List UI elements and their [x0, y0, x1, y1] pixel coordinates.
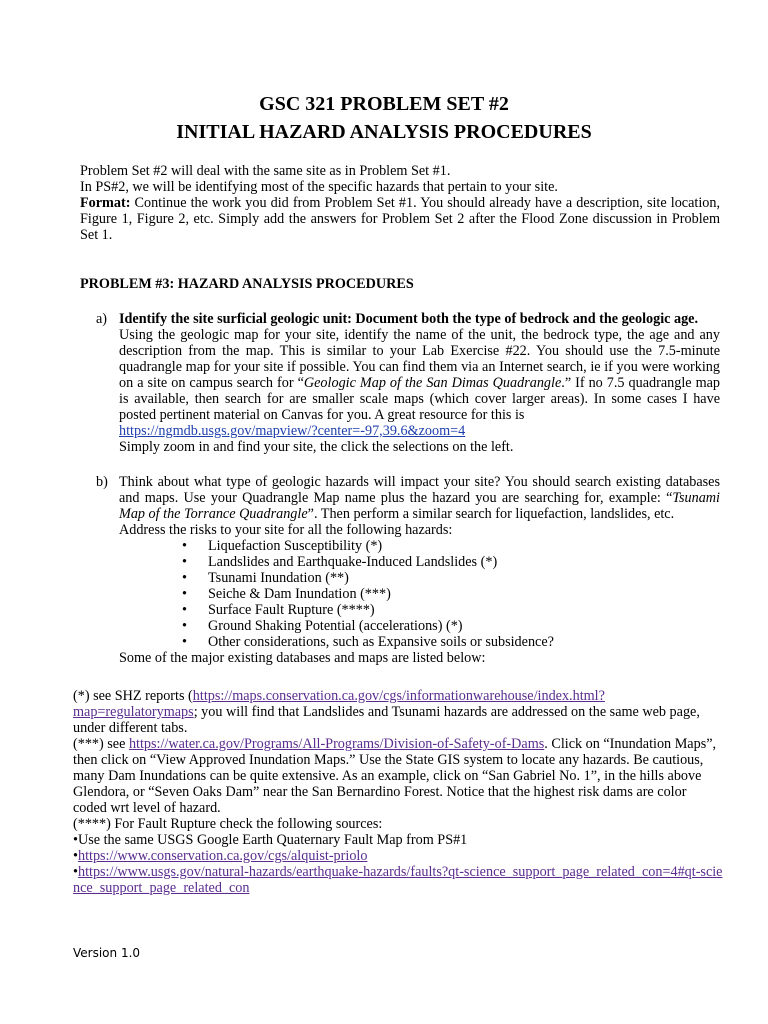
page-subtitle: INITIAL HAZARD ANALYSIS PROCEDURES — [176, 121, 592, 143]
item-b-text-1: Think about what type of geologic hazards will impact your site? You should search existing databases and maps. Use your Quadrangle Map name plus the hazard you are searching for, example: “ — [119, 474, 720, 506]
problem-3-heading: PROBLEM #3: HAZARD ANALYSIS PROCEDURES — [80, 276, 414, 292]
list-item — [182, 634, 720, 650]
dams-prefix: (***) see — [73, 736, 129, 752]
bullet-icon: • — [73, 832, 78, 848]
item-a-text-2: .” If no 7.5 quadrangle map is available, then search for are smaller scale maps (which cover larger areas). In some cases I have posted pertinent material on Canvas for you. A great resource for this is — [119, 375, 721, 423]
item-a-body — [119, 311, 720, 455]
item-a-text-1: Using the geologic map for your site, identify the name of the unit, the bedrock type, the age and any description from the map. This is similar to your Lab Exercise #22. You should use the 7.5-minute quadrangle map for your site if possible. You can find them via an Internet search, ie if you were working on a site on campus search for “ — [119, 327, 720, 391]
hazard-label: Liquefaction Susceptibility (*) — [208, 538, 383, 554]
bullet-icon: • — [73, 848, 78, 864]
intro-line-2: In PS#2, we will be identifying most of the specific hazards that pertain to your site. — [80, 179, 558, 195]
fault-source-1-text: Use the same USGS Google Earth Quaternary Fault Map from PS#1 — [77, 832, 468, 848]
ngmdb-mapview-link[interactable]: https://ngmdb.usgs.gov/mapview/?center=-97,39.6&zoom=4 — [119, 423, 466, 439]
item-a-marker: a) — [96, 311, 108, 327]
bullet-icon: • — [182, 538, 187, 554]
fault-source-2 — [73, 848, 723, 864]
hazard-label: Seiche & Dam Inundation (***) — [208, 586, 391, 602]
bullet-icon: • — [182, 602, 187, 618]
bullet-icon: • — [182, 586, 187, 602]
item-b-text-3: Address the risks to your site for all the following hazards: — [119, 522, 453, 538]
list-item — [182, 618, 720, 634]
item-b-text-4: Some of the major existing databases and maps are listed below: — [119, 650, 486, 666]
fault-source-3 — [73, 864, 723, 896]
list-item — [182, 570, 720, 586]
list-item — [182, 586, 720, 602]
problem-item-a — [96, 311, 720, 455]
list-item — [182, 538, 720, 554]
format-label: Format: — [80, 195, 131, 211]
item-a-map-name: Geologic Map of the San Dimas Quadrangle — [303, 375, 562, 391]
format-paragraph — [80, 195, 720, 243]
page-title: GSC 321 PROBLEM SET #2 — [259, 93, 509, 115]
intro-line-1: Problem Set #2 will deal with the same site as in Problem Set #1. — [80, 163, 451, 179]
item-b-description — [119, 474, 720, 522]
dam-safety-link[interactable]: https://water.ca.gov/Programs/All-Programs/Division-of-Safety-of-Dams — [128, 736, 545, 752]
hazard-label: Tsunami Inundation (**) — [208, 570, 349, 586]
shz-reports-link[interactable]: https://maps.conservation.ca.gov/cgs/informationwarehouse/index.html?map=regulatorymaps — [73, 688, 605, 720]
hazard-label: Ground Shaking Potential (accelerations) (*) — [208, 618, 463, 634]
list-item — [182, 554, 720, 570]
shz-prefix: (*) see SHZ reports ( — [73, 688, 193, 704]
shz-suffix: ; you will find that Landslides and Tsunami hazards are addressed on the same web page, under different tabs. — [73, 704, 700, 736]
hazard-label: Other considerations, such as Expansive soils or subsidence? — [208, 634, 554, 650]
shz-reference — [73, 688, 723, 736]
alquist-priolo-link[interactable]: https://www.conservation.ca.gov/cgs/alquist-priolo — [77, 848, 368, 864]
item-a-heading: Identify the site surficial geologic unit: Document both the type of bedrock and the geologic age. — [119, 311, 699, 327]
item-a-description — [119, 327, 720, 423]
bullet-icon: • — [73, 864, 78, 880]
bullet-icon: • — [182, 634, 187, 650]
fault-rupture-intro: (****) For Fault Rupture check the following sources: — [73, 816, 383, 832]
references-section — [73, 688, 723, 896]
item-a-text-3: Simply zoom in and find your site, the click the selections on the left. — [119, 439, 514, 455]
bullet-icon: • — [182, 554, 187, 570]
bullet-icon: • — [182, 618, 187, 634]
intro-section — [80, 163, 720, 243]
format-text: Continue the work you did from Problem Set #1. You should already have a description, site location, Figure 1, Figure 2, etc. Simply add the answers for Problem Set 2 after the Flood Zone discussion in Problem Set 1. — [80, 195, 720, 243]
version-label: Version 1.0 — [73, 946, 141, 960]
item-b-marker: b) — [96, 474, 108, 490]
item-a-link-line — [119, 423, 720, 439]
list-item — [182, 602, 720, 618]
hazard-label: Surface Fault Rupture (****) — [208, 602, 375, 618]
problem-item-b — [96, 474, 720, 666]
dams-reference — [73, 736, 723, 816]
hazard-list — [119, 538, 720, 650]
item-b-text-2: ”. Then perform a similar search for liquefaction, landslides, etc. — [307, 506, 675, 522]
fault-source-1 — [73, 832, 723, 848]
usgs-faults-link[interactable]: https://www.usgs.gov/natural-hazards/earthquake-hazards/faults?qt-science_support_page_related_con=4#qt-science_support_page_related_con — [73, 864, 723, 896]
bullet-icon: • — [182, 570, 187, 586]
dams-text: . Click on “Inundation Maps”, then click on “View Approved Inundation Maps.” Use the State GIS system to locate any hazards. Be cautious, many Dam Inundations can be quite extensive. As an example, click on “San Gabriel No. 1”, in the hills above Glendora, or “Seven Oaks Dam” near the San Bernardino Forest. Notice that the highest risk dams are color coded wrt level of hazard. — [73, 736, 717, 816]
hazard-label: Landslides and Earthquake-Induced Landslides (*) — [208, 554, 498, 570]
item-b-example: Tsunami Map of the Torrance Quadrangle — [119, 490, 720, 522]
item-b-body — [119, 474, 720, 666]
